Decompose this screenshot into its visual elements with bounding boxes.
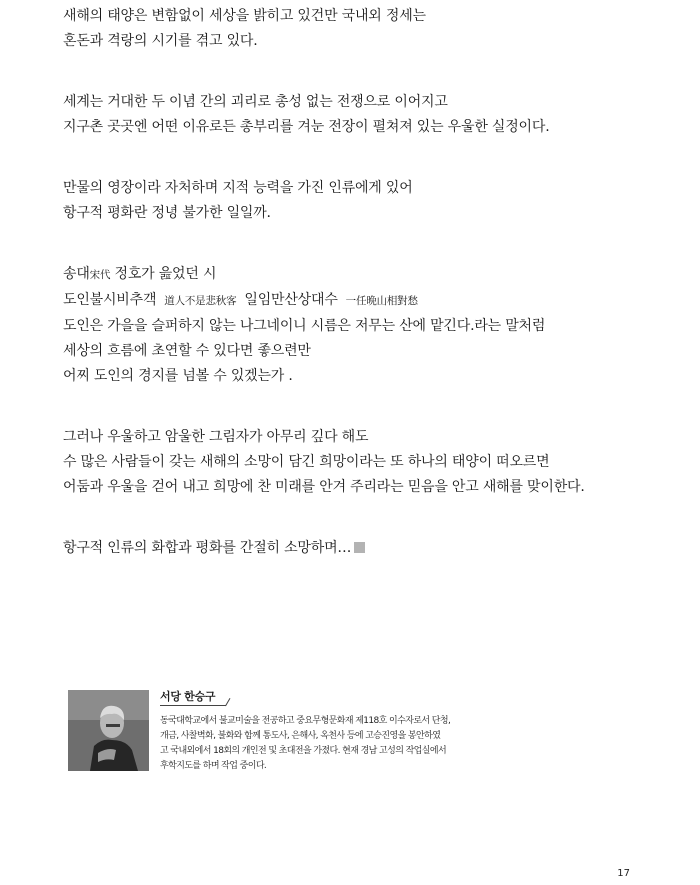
essay-body (63, 4, 683, 597)
essay-line: 새해의 태양은 변함없이 세상을 밝히고 있건만 국내외 정세는 (63, 8, 426, 24)
poem-intro-text: 정호가 읊었던 시 (110, 266, 217, 282)
author-bio (68, 690, 628, 780)
essay-line: 도인은 가을을 슬퍼하지 않는 나그네이니 시름은 저무는 산에 맡긴다.라는 말처럼 (63, 318, 546, 334)
essay-line: 혼돈과 격랑의 시기를 겪고 있다. (63, 33, 258, 49)
author-description (160, 714, 620, 774)
page-number: 17 (617, 868, 630, 879)
essay-line: 수 많은 사람들이 갖는 새해의 소망이 담긴 희망이라는 또 하나의 태양이 떠오르면 (63, 454, 550, 470)
essay-line: 만물의 영장이라 자처하며 지적 능력을 가진 인류에게 있어 (63, 180, 413, 196)
poem-verse-line (63, 288, 683, 314)
essay-line: 항구적 평화란 정녕 불가한 일일까. (63, 205, 271, 221)
essay-line: 그러나 우울하고 암울한 그림자가 아무리 깊다 해도 (63, 429, 369, 445)
essay-paragraph-6 (63, 536, 683, 561)
essay-line: 세상의 흐름에 초연할 수 있다면 좋으련만 (63, 343, 311, 359)
poem-verse-2: 일임만산상대수 (244, 292, 338, 308)
author-name-underline (160, 705, 226, 706)
essay-paragraph-4 (63, 262, 683, 389)
essay-line: 지구촌 곳곳엔 어떤 이유로든 총부리를 겨눈 전장이 펼쳐져 있는 우울한 실정이다. (63, 119, 550, 135)
essay-line: 세계는 거대한 두 이념 간의 괴리로 총성 없는 전쟁으로 이어지고 (63, 94, 448, 110)
poem-verse-2-hanja: 一任晩山相對愁 (345, 295, 418, 307)
song-dynasty-text: 송대 (63, 266, 90, 282)
poem-intro-line (63, 262, 683, 288)
essay-line: 어둠과 우울을 걷어 내고 희망에 찬 미래를 안겨 주리라는 믿음을 안고 새해를 맞이한다. (63, 479, 585, 495)
author-description-line: 고 국내외에서 18회의 개인전 및 초대전을 가졌다. 현재 경남 고성의 작업실에서 (160, 746, 447, 756)
essay-paragraph-3 (63, 176, 683, 226)
author-bio-text (160, 690, 620, 774)
author-description-line: 후학지도를 하며 작업 중이다. (160, 761, 267, 771)
poem-verse-1-hanja: 道人不是悲秋客 (164, 295, 237, 307)
essay-closing-text: 항구적 인류의 화합과 평화를 간절히 소망하며… (63, 540, 352, 556)
song-dynasty-hanja: 宋代 (89, 269, 111, 281)
poem-verse-1: 도인불시비추객 (63, 292, 157, 308)
end-of-article-mark-icon (354, 542, 365, 553)
author-name: 서당 한승구 (160, 690, 216, 703)
essay-line: 어찌 도인의 경지를 넘볼 수 있겠는가 . (63, 368, 293, 384)
essay-paragraph-5 (63, 425, 683, 500)
essay-paragraph-2 (63, 90, 683, 140)
essay-closing-line (63, 536, 683, 561)
author-photo (68, 690, 149, 771)
author-description-line: 동국대학교에서 불교미술을 전공하고 중요무형문화재 제118호 이수자로서 단청, (160, 716, 451, 726)
essay-paragraph-1 (63, 4, 683, 54)
author-description-line: 개금, 사찰벽화, 불화와 함께 통도사, 은해사, 옥천사 등에 고승진영을 봉안하였 (160, 731, 441, 741)
